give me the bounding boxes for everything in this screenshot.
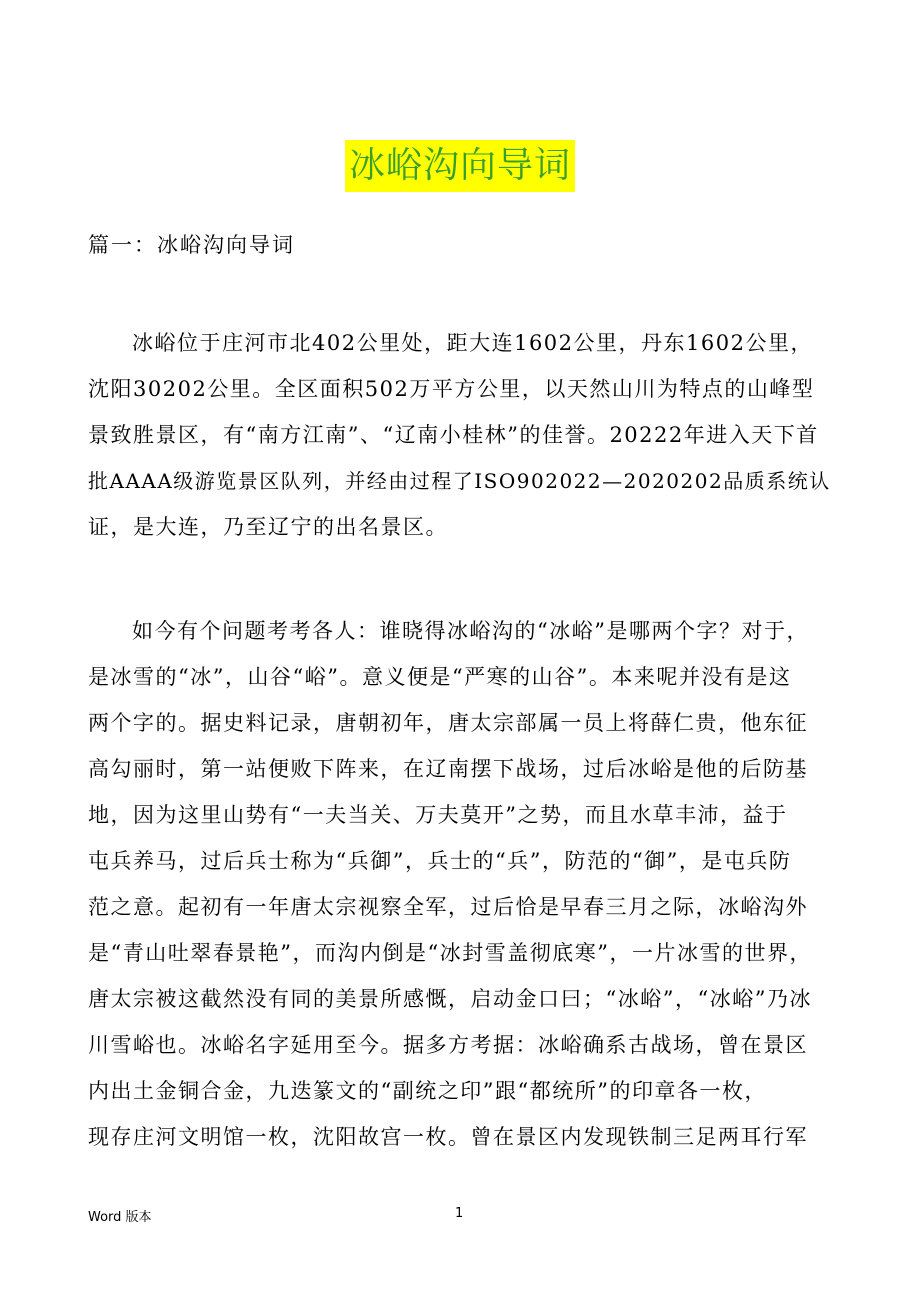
paragraph-1 [88, 320, 832, 550]
paragraph-line: 范之意。起初有一年唐太宗视察全军，过后恰是早春三月之际，冰峪沟外 [88, 895, 808, 919]
paragraph-line: 屯兵养马，过后兵士称为“兵御”，兵士的“兵”，防范的“御”，是屯兵防 [88, 849, 792, 873]
page-number: 1 [455, 1206, 464, 1221]
section-heading: 篇一：冰峪沟向导词 [88, 233, 295, 257]
paragraph-line: 内出土金铜合金，九迭篆文的“副统之印”跟“都统所”的印章各一枚， [88, 1079, 767, 1103]
paragraph-line: 沈阳30202公里。全区面积502万平方公里，以天然山川为特点的山峰型 [88, 377, 815, 401]
paragraph-line: 是“青山吐翠春景艳”，而沟内倒是“冰封雪盖彻底寒”，一片冰雪的世界， [88, 941, 812, 965]
paragraph-line: 是冰雪的“冰”，山谷“峪”。意义便是“严寒的山谷”。本来呢并没有是这 [88, 665, 792, 689]
paragraph-line: 唐太宗被这截然没有同的美景所感慨，启动金口曰；“冰峪”，“冰峪”乃冰 [88, 987, 812, 1011]
paragraph-line: 高勾丽时，第一站便败下阵来，在辽南摆下战场，过后冰峪是他的后防基 [88, 757, 808, 781]
paragraph-2 [88, 608, 832, 1160]
document-title: 冰峪沟向导词 [345, 140, 575, 192]
paragraph-line: 现存庄河文明馆一枚，沈阳故宫一枚。曾在景区内发现铁制三足两耳行军 [88, 1125, 808, 1149]
paragraph-line: 如今有个问题考考各人：谁晓得冰峪沟的“冰峪”是哪两个字？对于， [132, 619, 809, 643]
paragraph-line: 景致胜景区，有“南方江南”、“辽南小桂林”的佳誉。20222年进入天下首 [88, 423, 819, 447]
title-container [0, 140, 920, 192]
paragraph-line: 证，是大连，乃至辽宁的出名景区。 [88, 515, 448, 539]
paragraph-line: 川雪峪也。冰峪名字延用至今。据多方考据：冰峪确系古战场，曾在景区 [88, 1033, 808, 1057]
paragraph-line: 冰峪位于庄河市北402公里处，距大连1602公里，丹东1602公里， [132, 331, 813, 355]
paragraph-line: 批AAAA级游览景区队列，并经由过程了ISO902022—2020202品质系统认 [88, 469, 831, 493]
paragraph-line: 地，因为这里山势有“一夫当关、万夫莫开”之势，而且水草丰沛，益于 [88, 803, 788, 827]
paragraph-line: 两个字的。据史料记录，唐朝初年，唐太宗部属一员上将薛仁贵，他东征 [88, 711, 808, 735]
footer-label: Word 版本 [88, 1210, 152, 1225]
